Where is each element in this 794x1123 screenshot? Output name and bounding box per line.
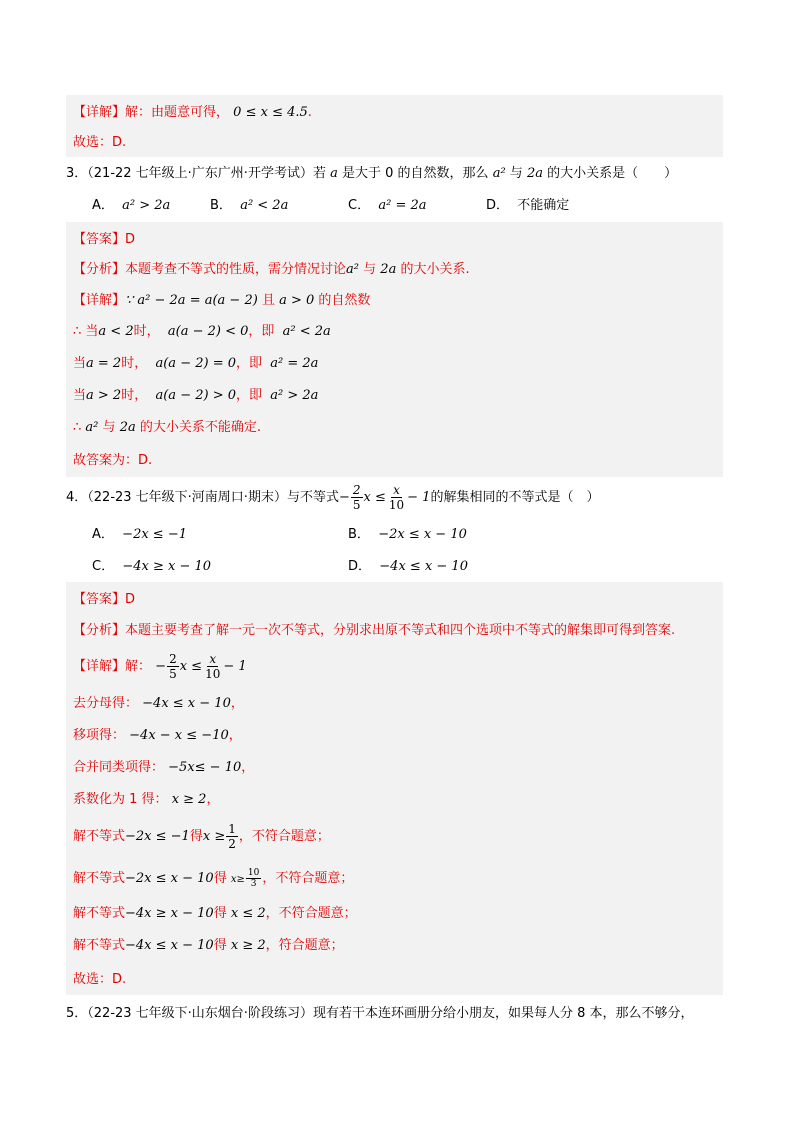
q3-final: 故答案为：D. <box>73 453 153 468</box>
q4-check-3: 解不等式−4x ≥ x − 10得 x ≤ 2，不符合题意； <box>73 906 357 921</box>
q4-answer: 【答案】D <box>73 592 136 607</box>
q4-analysis: 【分析】本题主要考查了解一元一次不等式，分别求出原不等式和四个选项中不等式的解集即可得到答案. <box>73 623 676 638</box>
q4-check-1: 解不等式−2x ≤ −1得x ≥ $\frac{1}{2}$ ，不符合题意； <box>73 822 330 851</box>
detail-label: 【详解】 <box>73 105 126 120</box>
q3-conclusion: ∴ a² 与 2a 的大小关系不能确定. <box>73 420 261 435</box>
q4-fraction-2-5: $\frac{2}{5}$ <box>352 483 361 512</box>
q3-case-2: 当a = 2时， a(a − 2) = 0，即 a² = 2a <box>73 356 319 371</box>
q4-step-4: 系数化为 1 得： x ≥ 2， <box>73 792 220 807</box>
q3-option-b[interactable]: B． a² < 2a <box>210 198 289 213</box>
q3-option-a[interactable]: A． a² > 2a <box>92 198 171 213</box>
q4-solution-block <box>66 582 723 995</box>
q2-detail-math: 0 ≤ x ≤ 4.5 <box>233 105 308 120</box>
q5-question: 5．（22-23 七年级下·山东烟台·阶段练习）现有若干本连环画册分给小朋友，如果每人分 8 本，那么不够分， <box>66 1006 694 1021</box>
q4-step-1: 去分母得： −4x ≤ x − 10， <box>73 696 244 711</box>
q4-detail: 【详解】解： − $\frac{2}{5}$ x ≤ $\frac{x}{10}$ − 1 <box>73 652 247 681</box>
q3-option-c[interactable]: C． a² = 2a <box>348 198 427 213</box>
q4-step-3: 合并同类项得： −5x≤ − 10， <box>73 760 255 775</box>
q4-question: 4．（22-23 七年级下·河南周口·期末）与不等式− $\frac{2}{5}$ x ≤ $\frac{x}{10}$ − 1的解集相同的不等式是（ ） <box>66 483 600 512</box>
q3-answer: 【答案】D <box>73 232 136 247</box>
q4-check-2: 解不等式−2x ≤ x − 10得 x≥ $\frac{10}{3}$ ，不符合题意； <box>73 868 354 889</box>
q4-option-a[interactable]: A． −2x ≤ −1 <box>92 527 187 542</box>
q4-option-b[interactable]: B． −2x ≤ x − 10 <box>348 527 467 542</box>
q4-fraction-x-10: $\frac{x}{10}$ <box>388 483 405 512</box>
q2-choice: 故选：D. <box>73 135 127 150</box>
q3-option-d[interactable]: D． 不能确定 <box>486 198 570 213</box>
q3-case-1: ∴ 当a < 2时， a(a − 2) < 0，即 a² < 2a <box>73 324 331 339</box>
q4-option-c[interactable]: C． −4x ≥ x − 10 <box>92 559 212 574</box>
q2-detail-line: 【详解】解：由题意可得， 0 ≤ x ≤ 4.5. <box>73 105 312 120</box>
q3-question: 3．（21-22 七年级上·广东广州·开学考试）若 a 是大于 0 的自然数，那么 a² 与 2a 的大小关系是（ ） <box>66 166 678 181</box>
q4-check-4: 解不等式−4x ≤ x − 10得 x ≥ 2，符合题意； <box>73 938 344 953</box>
q3-analysis: 【分析】本题考查不等式的性质，需分情况讨论a² 与 2a 的大小关系. <box>73 262 470 277</box>
q4-option-d[interactable]: D． −4x ≤ x − 10 <box>348 559 468 574</box>
q3-case-3: 当a > 2时， a(a − 2) > 0，即 a² > 2a <box>73 388 319 403</box>
q4-choice: 故选：D. <box>73 972 127 987</box>
q3-detail-1: 【详解】∵ a² − 2a = a(a − 2) 且 a > 0 的自然数 <box>73 293 371 308</box>
q4-step-2: 移项得： −4x − x ≤ −10， <box>73 728 242 743</box>
